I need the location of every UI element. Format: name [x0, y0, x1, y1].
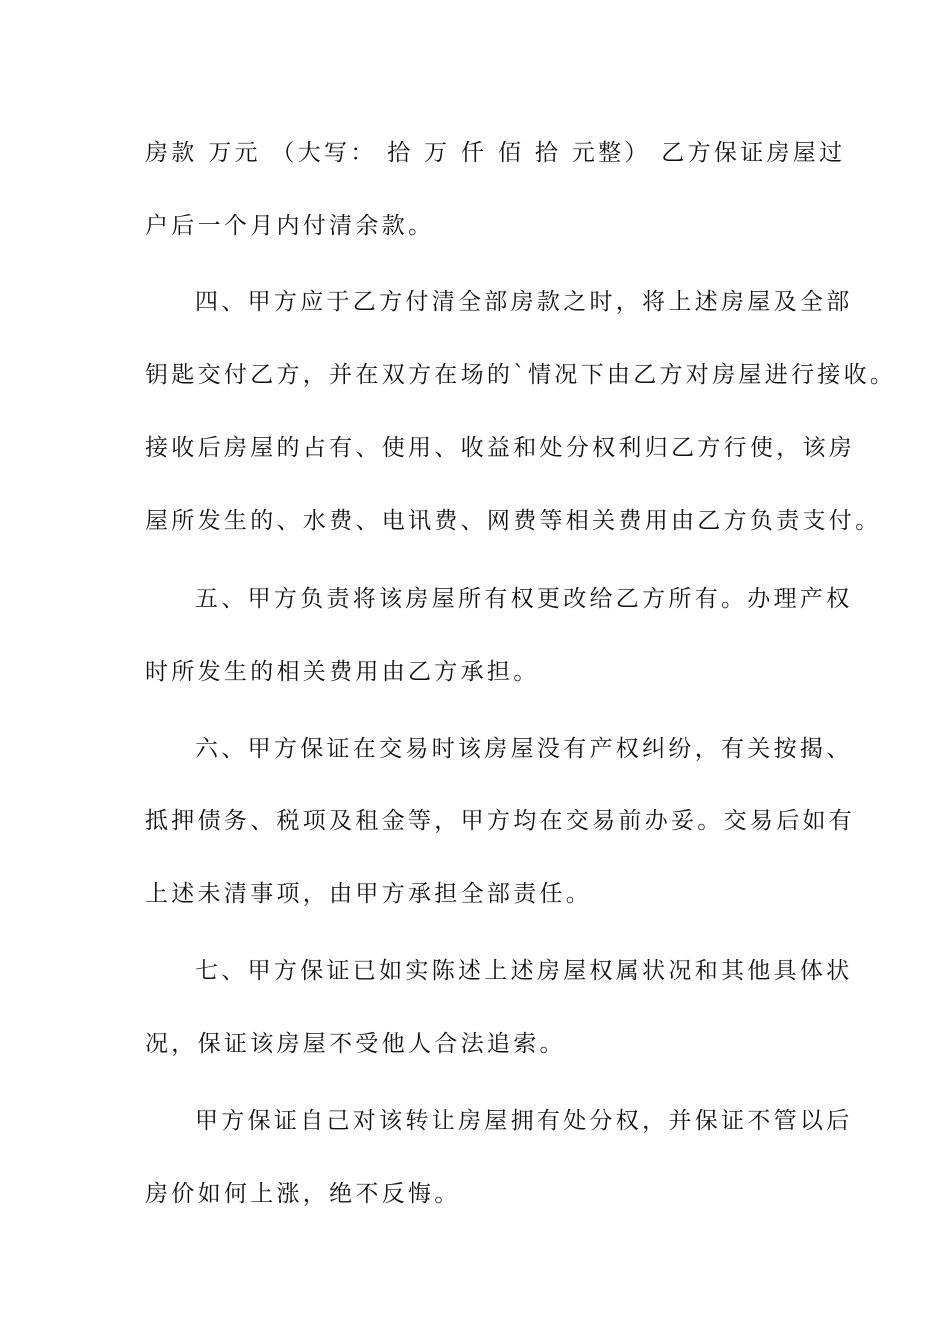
clause-7-start: 七、甲方保证已如实陈述上述房屋权属状况和其他具体状 — [195, 958, 853, 984]
text-line: 钥匙交付乙方，并在双方在场的`情况下由乙方对房屋进行接收。 — [145, 362, 897, 388]
text-line: 接收后房屋的占有、使用、收益和处分权利归乙方行使，该房 — [145, 435, 856, 461]
clause-6-start: 六、甲方保证在交易时该房屋没有产权纠纷，有关按揭、 — [195, 736, 853, 762]
text-line: 房款 万元 （大写： 拾 万 仟 佰 拾 元整） 乙方保证房屋过 — [145, 140, 846, 166]
text-line: 屋所发生的、水费、电讯费、网费等相关费用由乙方负责支付。 — [145, 508, 882, 534]
text-line: 时所发生的相关费用由乙方承担。 — [145, 659, 540, 685]
text-line: 上述未清事项，由甲方承担全部责任。 — [145, 881, 593, 907]
text-line: 况，保证该房屋不受他人合法追索。 — [145, 1031, 566, 1057]
guarantee-paragraph-start: 甲方保证自己对该转让房屋拥有处分权，并保证不管以后 — [195, 1108, 853, 1134]
text-line: 房价如何上涨，绝不反悔。 — [145, 1181, 461, 1207]
clause-5-start: 五、甲方负责将该房屋所有权更改给乙方所有。办理产权 — [195, 586, 853, 612]
text-line: 抵押债务、税项及租金等，甲方均在交易前办妥。交易后如有 — [145, 808, 856, 834]
clause-4-start: 四、甲方应于乙方付清全部房款之时，将上述房屋及全部 — [195, 289, 853, 315]
text-line: 户后一个月内付清余款。 — [145, 213, 435, 239]
